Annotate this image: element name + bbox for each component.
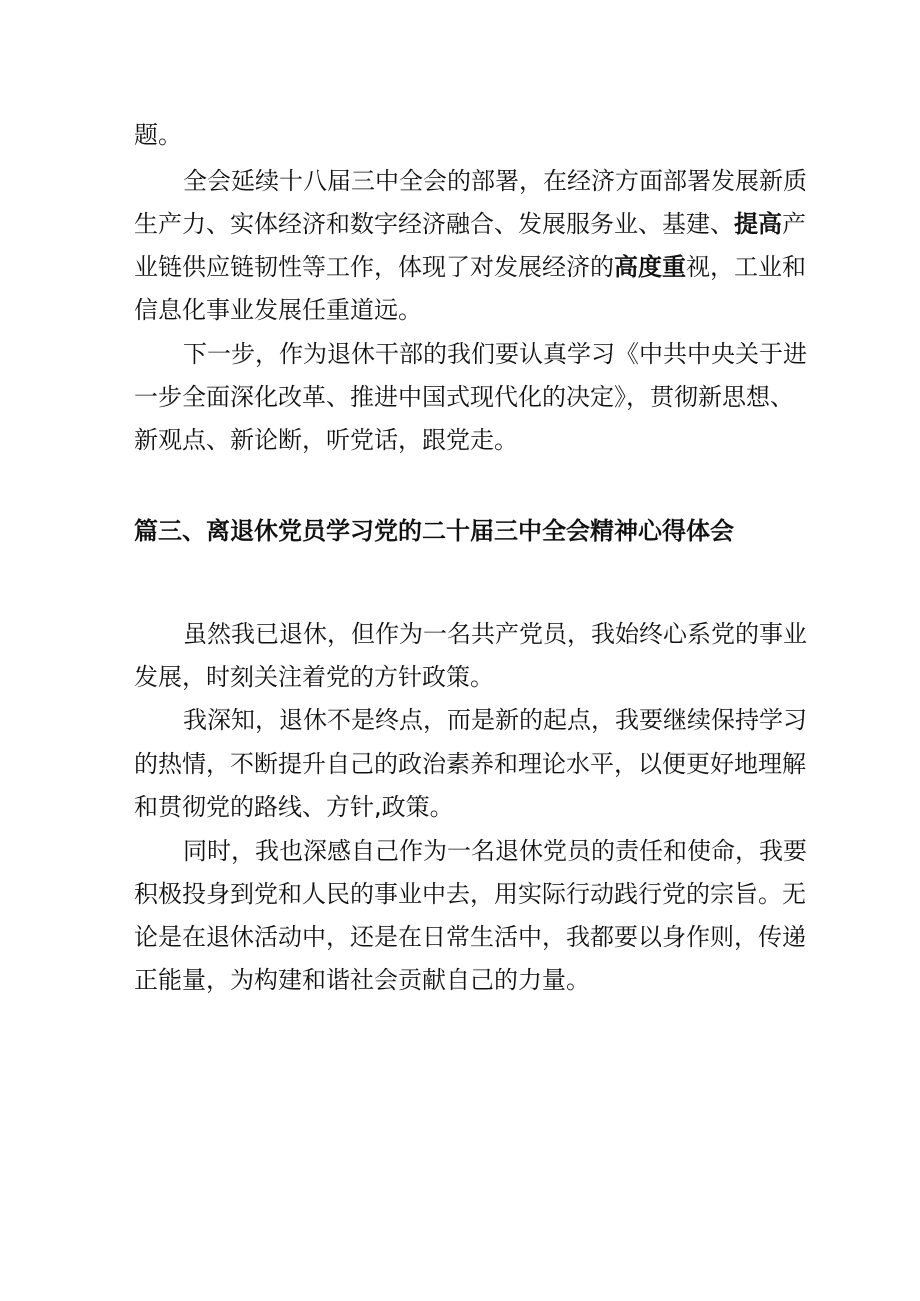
paragraph-plenum-line-3 xyxy=(134,252,806,282)
paragraph-not-end-line-1: 我深知，退休不是终点，而是新的起点，我要继续保持学习 xyxy=(183,706,807,734)
paragraph-plenum-line-1: 全会延续十八届三中全会的部署，在经济方面部署发展新质 xyxy=(183,167,807,195)
paragraph-not-end-line-3: 和贯彻党的路线、方针,政策。 xyxy=(134,793,454,821)
bold-emphasis: 高度重 xyxy=(614,253,686,281)
paragraph-retired-line-1: 虽然我已退休，但作为一名共产党员，我始终心系党的事业 xyxy=(183,620,807,648)
paragraph-next-step-line-2: 一步全面深化改革、推进中国式现代化的决定》，贯彻新思想、 xyxy=(134,383,794,411)
paragraph-next-step-line-3: 新观点、新论断，听党话，跟党走。 xyxy=(134,426,518,454)
paragraph-prev-end-line-1: 题。 xyxy=(134,121,182,149)
section-heading: 篇三、离退休党员学习党的二十届三中全会精神心得体会 xyxy=(134,517,734,545)
paragraph-plenum-line-2 xyxy=(134,209,806,239)
paragraph-responsibility-line-1: 同时，我也深感自己作为一名退休党员的责任和使命，我要 xyxy=(183,837,807,865)
text-run: 业链供应链韧性等工作，体现了对发展经济的 xyxy=(134,253,614,281)
text-run: 视，工业和 xyxy=(686,253,806,281)
paragraph-responsibility-line-2: 积极投身到党和人民的事业中去，用实际行动践行党的宗旨。无 xyxy=(134,880,806,908)
paragraph-plenum-line-4: 信息化事业发展任重道远。 xyxy=(134,296,422,324)
text-run: 产 xyxy=(782,210,806,238)
text-run: 生产力、实体经济和数字经济融合、发展服务业、基建、 xyxy=(134,210,734,238)
bold-emphasis: 提高 xyxy=(734,210,782,238)
paragraph-not-end-line-2: 的热情，不断提升自己的政治素养和理论水平，以便更好地理解 xyxy=(134,750,806,778)
paragraph-next-step-line-1: 下一步，作为退休干部的我们要认真学习《中共中央关于进 xyxy=(183,340,807,368)
paragraph-responsibility-line-4: 正能量，为构建和谐社会贡献自己的力量。 xyxy=(134,966,590,994)
paragraph-responsibility-line-3: 论是在退休活动中，还是在日常生活中，我都要以身作则，传递 xyxy=(134,923,806,951)
paragraph-retired-line-2: 发展，时刻关注着党的方针政策。 xyxy=(134,663,494,691)
